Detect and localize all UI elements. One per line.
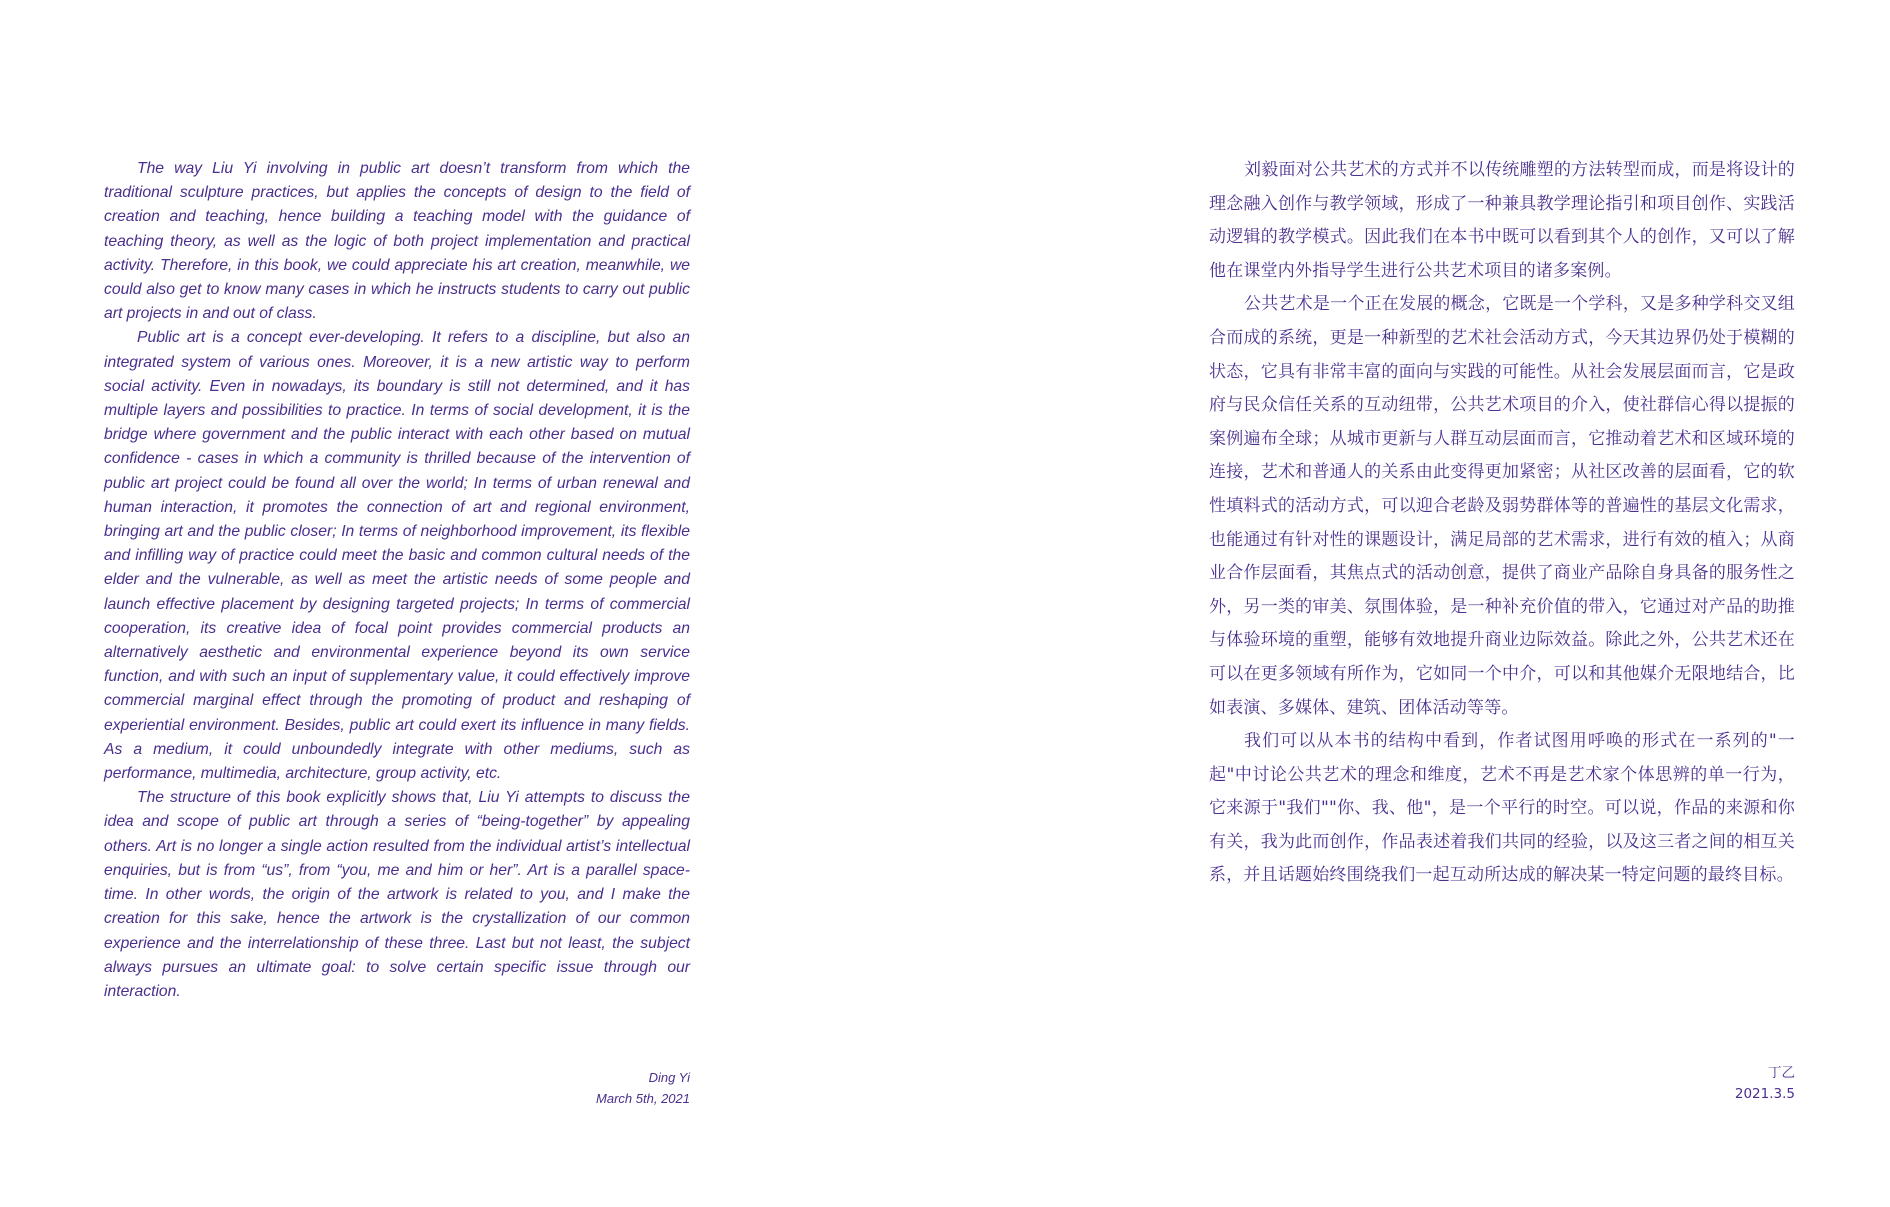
english-signature [440, 1067, 690, 1109]
chinese-date: 2021.3.5 [1734, 1086, 1795, 1102]
english-date: March 5th, 2021 [596, 1091, 690, 1106]
chinese-paragraph-3: 我们可以从本书的结构中看到，作者试图用呼唤的形式在一系列的"一起"中讨论公共艺术的理念和维度，艺术不再是艺术家个体思辨的单一行为，它来源于"我们""你、我、他"，是一个平行的时空。可以说，作品的来源和你有关，我为此而创作，作品表述着我们共同的经验，以及这三者之间的相互关系，并且话题始终围绕我们一起互动所达成的解决某一特定问题的最终目标。 [1209, 731, 1795, 886]
english-paragraph-2: Public art is a concept ever-developing. It refers to a discipline, but also an integrated system of various ones. Moreover, it is a new artistic way to perform social activity. Even in nowadays, its boundary is still not determined, and it has multiple layers and possibilities to practice. In terms of social development, it is the bridge where government and the public interact with each other based on mutual confidence - cases in which a community is thrilled because of the intervention of public art project could be found all over the world; In terms of urban renewal and human interaction, it promotes the connection of art and regional environment, bringing art and the public closer; In terms of neighborhood improvement, its flexible and infilling way of practice could meet the basic and common cultural needs of the elder and the vulnerable, as well as meet the artistic needs of some people and launch effective placement by designing targeted projects; In terms of commercial cooperation, its creative idea of focal point provides commercial products an alternatively aesthetic and environmental experience beyond its own service function, and with such an input of supplementary value, it could effectively improve commercial marginal effect through the promoting of product and reshaping of experiential environment. Besides, public art could exert its influence in many fields. As a medium, it could unboundedly integrate with other mediums, such as performance, multimedia, architecture, group activity, etc. [104, 329, 690, 783]
chinese-paragraph-2: 公共艺术是一个正在发展的概念，它既是一个学科，又是多种学科交叉组合而成的系统，更是一种新型的艺术社会活动方式，今天其边界仍处于模糊的状态，它具有非常丰富的面向与实践的可能性。从社会发展层面而言，它是政府与民众信任关系的互动纽带，公共艺术项目的介入，使社群信心得以提振的案例遍布全球；从城市更新与人群互动层面而言，它推动着艺术和区域环境的连接，艺术和普通人的关系由此变得更加紧密；从社区改善的层面看，它的软性填料式的活动方式，可以迎合老龄及弱势群体等的普遍性的基层文化需求，也能通过有针对性的课题设计，满足局部的艺术需求，进行有效的植入；从商业合作层面看，其焦点式的活动创意，提供了商业产品除自身具备的服务性之外，另一类的审美、氛围体验，是一种补充价值的带入，它通过对产品的助推与体验环境的重塑，能够有效地提升商业边际效益。除此之外，公共艺术还在可以在更多领域有所作为，它如同一个中介，可以和其他媒介无限地结合，比如表演、多媒体、建筑、团体活动等等。 [1209, 294, 1795, 718]
english-author: Ding Yi [648, 1070, 690, 1085]
english-paragraph-1: The way Liu Yi involving in public art doesn’t transform from which the traditional sculpture practices, but applies the concepts of design to the field of creation and teaching, hence building a teaching model with the guidance of teaching theory, as well as the logic of both project implementation and practical activity. Therefore, in this book, we could appreciate his art creation, meanwhile, we could also get to know many cases in which he instructs students to carry out public art projects in and out of class. [104, 160, 690, 323]
english-paragraph-3: The structure of this book explicitly shows that, Liu Yi attempts to discuss the idea and scope of public art through a series of “being-together” by appealing others. Art is no longer a single action resulted from the individual artist’s intellectual enquiries, but is from “us”, from “you, me and him or her”. Art is a parallel space-time. In other words, the origin of the artwork is related to you, and I make the creation for this sake, hence the artwork is the crystallization of our common experience and the interrelationship of these three. Last but not least, the subject always pursues an ultimate goal: to solve certain specific issue through our interaction. [104, 789, 690, 1000]
chinese-paragraph-1: 刘毅面对公共艺术的方式并不以传统雕塑的方法转型而成，而是将设计的理念融入创作与教学领域，形成了一种兼具教学理论指引和项目创作、实践活动逻辑的教学模式。因此我们在本书中既可以看到其个人的创作，又可以了解他在课堂内外指导学生进行公共艺术项目的诸多案例。 [1209, 160, 1795, 281]
right-page-chinese [945, 0, 1890, 1207]
chinese-body-text [1209, 154, 1795, 893]
chinese-signature [1545, 1063, 1795, 1105]
chinese-author: 丁乙 [1768, 1065, 1795, 1081]
english-body-text [104, 157, 690, 1004]
